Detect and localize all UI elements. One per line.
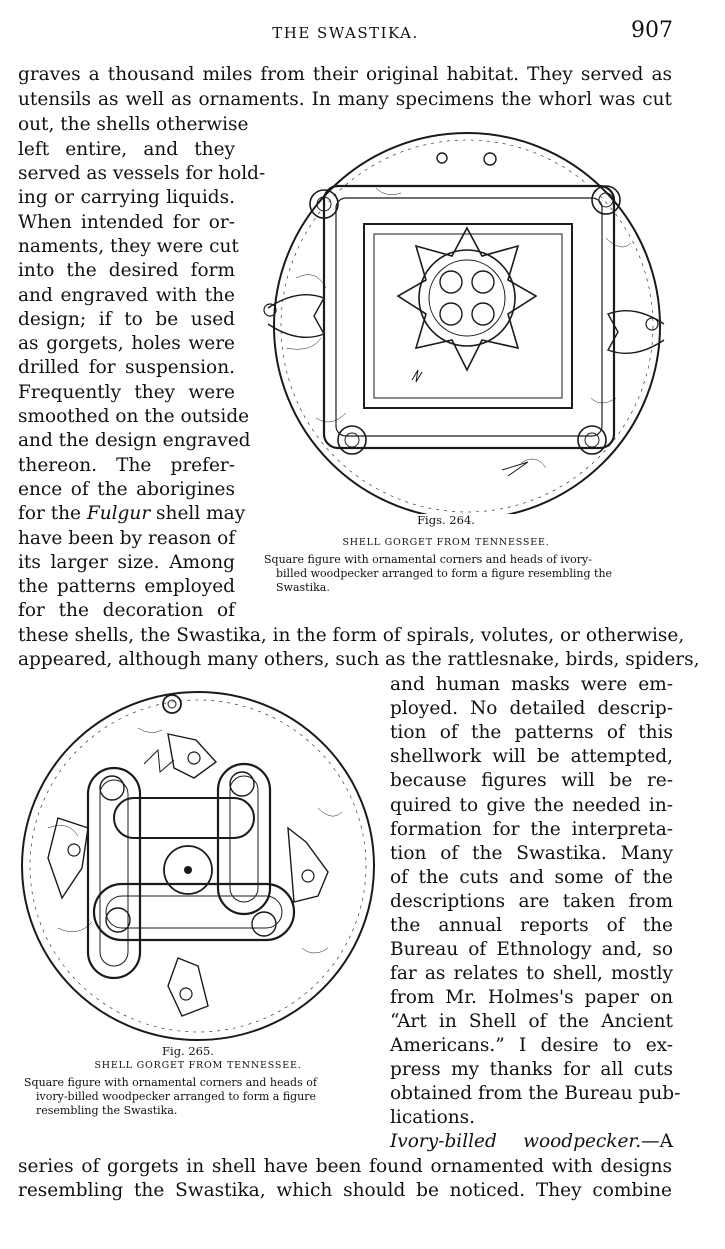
text-line: obtained from the Bureau pub- <box>390 1083 681 1104</box>
text-line: resembling the Swastika, which should be noticed. They combine <box>18 1180 672 1201</box>
text-line: far as relates to shell, mostly <box>390 963 673 984</box>
text-line: the annual reports of the <box>390 915 673 936</box>
text-line: quired to give the needed in- <box>390 795 673 816</box>
page-header <box>18 20 673 50</box>
caption-line: billed woodpecker arranged to form a figure resembling the <box>276 567 613 580</box>
text-line: appeared, although many others, such as the rattlesnake, birds, spiders, <box>18 649 700 670</box>
shell-gorget-illustration-264 <box>256 128 676 514</box>
text-line: into the desired form <box>18 260 235 281</box>
text-line: the patterns employed <box>18 576 235 597</box>
text-line: served as vessels for hold- <box>18 163 266 184</box>
caption-line: Swastika. <box>276 581 330 594</box>
text-line: Americans.” I desire to ex- <box>390 1035 673 1056</box>
text-line: smoothed on the outside <box>18 406 250 427</box>
figure-title: SHELL GORGET FROM TENNESSEE. <box>342 537 550 548</box>
text-line: because figures will be re- <box>390 770 673 791</box>
text-line: tion of the Swastika. Many <box>390 843 673 864</box>
text-line: descriptions are taken from <box>390 891 673 912</box>
text-segment: for the <box>18 503 87 524</box>
text-line <box>390 1130 673 1154</box>
caption-line: ivory-billed woodpecker arranged to form a figure <box>36 1090 317 1103</box>
text-line: press my thanks for all cuts <box>390 1059 673 1080</box>
text-line: tion of the patterns of this <box>390 722 673 743</box>
text-line: When intended for or- <box>18 212 235 233</box>
text-line: have been by reason of <box>18 528 236 549</box>
text-line: utensils as well as ornaments. In many specimens the whorl was cut <box>18 89 672 110</box>
text-line: and engraved with the <box>18 285 235 306</box>
figure-number: Fig. 265. <box>162 1044 214 1058</box>
shell-gorget-illustration-265 <box>18 688 378 1044</box>
figure-caption <box>24 1076 376 1118</box>
page-number: 907 <box>631 18 673 43</box>
figure-264 <box>256 128 676 608</box>
text-line: series of gorgets in shell have been found ornamented with designs <box>18 1156 672 1177</box>
figure-265 <box>18 688 378 1128</box>
text-line: from Mr. Holmes's paper on <box>390 987 673 1008</box>
text-line: lications. <box>390 1107 476 1128</box>
text-segment: —A <box>641 1131 673 1152</box>
text-line: ing or carrying liquids. <box>18 187 235 208</box>
text-line: naments, they were cut <box>18 236 239 257</box>
text-line: thereon. The prefer- <box>18 455 235 476</box>
text-line: and the design engraved <box>18 430 251 451</box>
figure-title: SHELL GORGET FROM TENNESSEE. <box>94 1060 302 1071</box>
text-line: and human masks were em- <box>390 674 673 695</box>
text-line: ence of the aborigines <box>18 479 235 500</box>
caption-line: Square figure with ornamental corners and heads of ivory- <box>264 553 592 566</box>
text-line: shellwork will be attempted, <box>390 746 673 767</box>
text-line: these shells, the Swastika, in the form of spirals, volutes, or otherwise, <box>18 625 685 646</box>
running-title: THE SWASTIKA. <box>272 24 419 42</box>
italic-heading: Ivory-billed woodpecker. <box>390 1131 642 1152</box>
text-line <box>18 502 246 526</box>
text-line: its larger size. Among <box>18 552 235 573</box>
italic-term: Fulgur <box>86 503 151 524</box>
figure-number: Figs. 264. <box>417 513 475 527</box>
figure-caption <box>264 553 676 595</box>
text-line: drilled for suspension. <box>18 357 235 378</box>
text-line: of the cuts and some of the <box>390 867 673 888</box>
text-line: as gorgets, holes were <box>18 333 235 354</box>
text-line: graves a thousand miles from their original habitat. They served as <box>18 64 672 85</box>
text-line: design; if to be used <box>18 309 235 330</box>
text-line: Frequently they were <box>18 382 235 403</box>
text-line: out, the shells otherwise <box>18 114 249 135</box>
text-segment: shell may <box>150 503 246 524</box>
caption-line: Square figure with ornamental corners and heads of <box>24 1076 317 1089</box>
caption-line: resembling the Swastika. <box>36 1104 178 1117</box>
text-line: “Art in Shell of the Ancient <box>390 1011 673 1032</box>
text-line: formation for the interpreta- <box>390 819 673 840</box>
text-line: for the decoration of <box>18 600 235 621</box>
text-line: Bureau of Ethnology and, so <box>390 939 673 960</box>
text-line: left entire, and they <box>18 139 235 160</box>
text-line: ployed. No detailed descrip- <box>390 698 673 719</box>
